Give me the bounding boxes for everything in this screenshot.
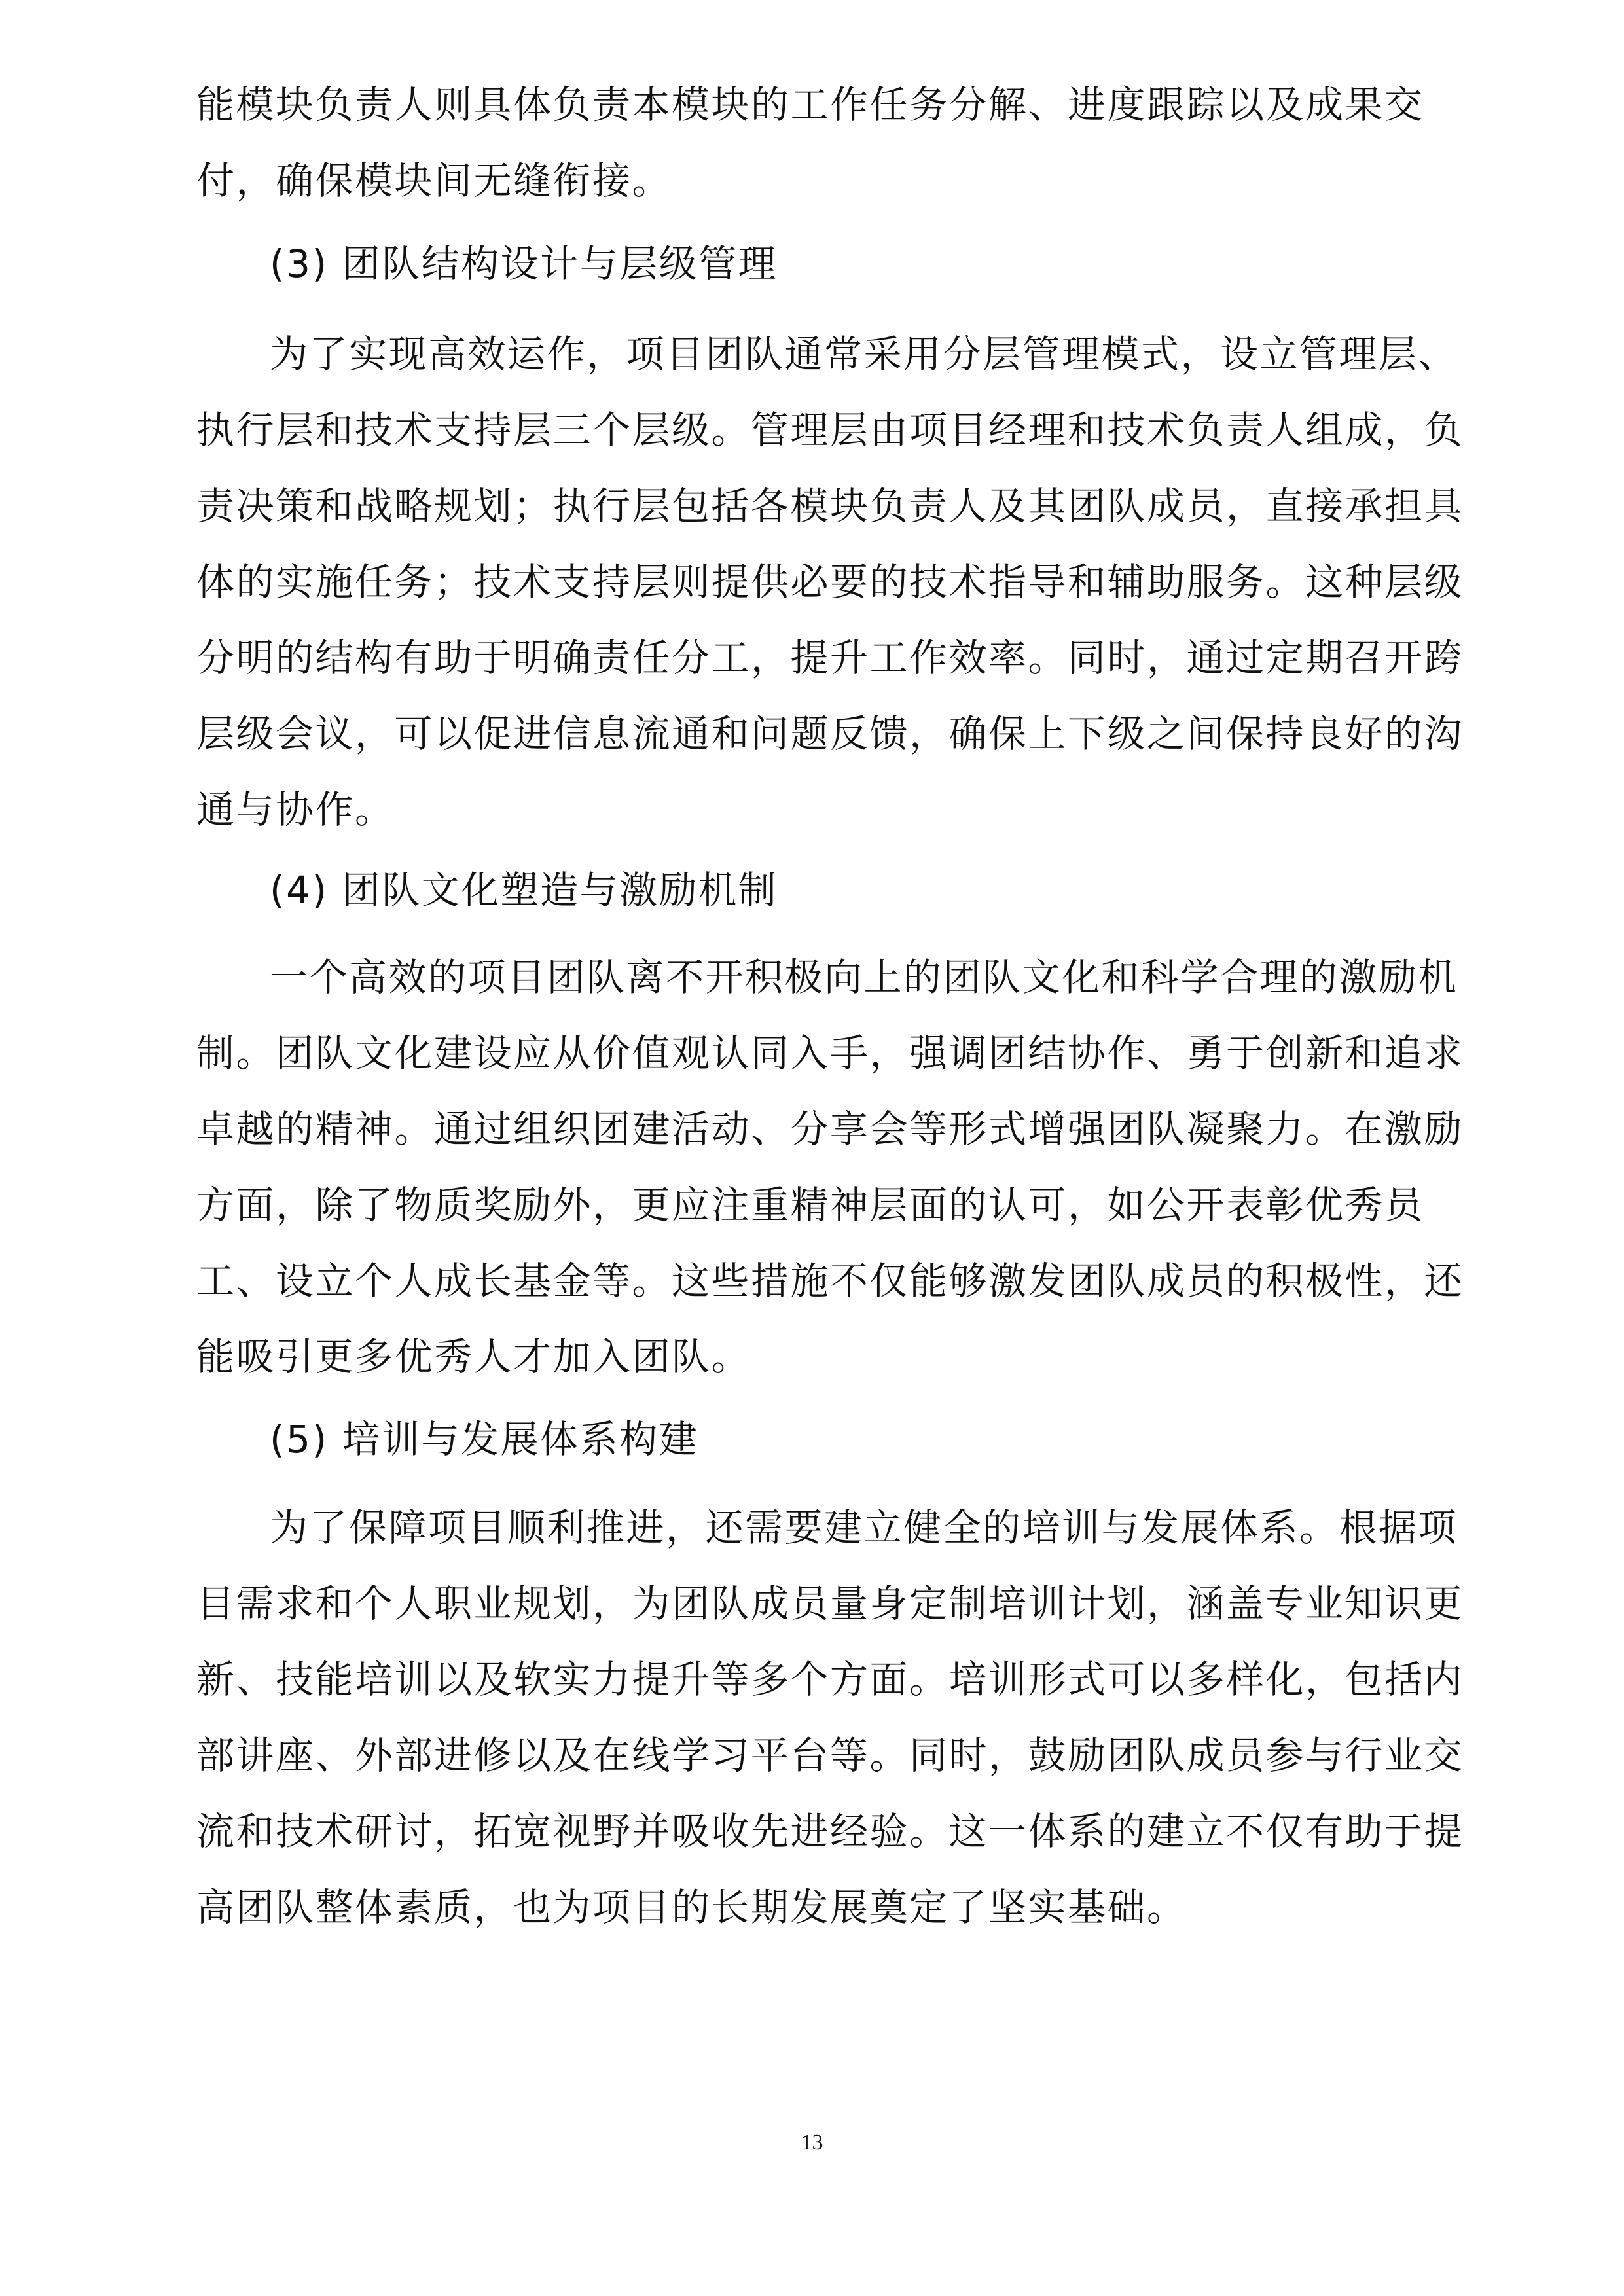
text-line: 层级会议，可以促进信息流通和问题反馈，确保上下级之间保持良好的沟	[196, 711, 1464, 756]
section-heading-4: (4) 团队文化塑造与激励机制	[270, 868, 778, 912]
text-line: 为了实现高效运作，项目团队通常采用分层管理模式，设立管理层、	[270, 332, 1458, 376]
text-line: 付，确保模块间无缝衔接。	[196, 158, 672, 203]
section-3-paragraph	[196, 316, 1464, 848]
text-line: 流和技术研讨，拓宽视野并吸收先进经验。这一体系的建立不仅有助于提	[196, 1809, 1464, 1854]
text-line: 工、设立个人成长基金等。这些措施不仅能够激发团队成员的积极性，还	[196, 1259, 1464, 1303]
text-line: 分明的结构有助于明确责任分工，提升工作效率。同时，通过定期召开跨	[196, 636, 1464, 680]
text-line: 为了保障项目顺利推进，还需要建立健全的培训与发展体系。根据项	[270, 1505, 1458, 1550]
section-heading-3: (3) 团队结构设计与层级管理	[270, 242, 778, 286]
text-line: 目需求和个人职业规划，为团队成员量身定制培训计划，涵盖专业知识更	[196, 1581, 1464, 1626]
text-line: 卓越的精神。通过组织团建活动、分享会等形式增强团队凝聚力。在激励	[196, 1107, 1464, 1151]
text-line: 执行层和技术支持层三个层级。管理层由项目经理和技术负责人组成，负	[196, 408, 1464, 452]
text-line: 新、技能培训以及软实力提升等多个方面。培训形式可以多样化，包括内	[196, 1657, 1464, 1702]
text-line: 体的实施任务；技术支持层则提供必要的技术指导和辅助服务。这种层级	[196, 560, 1464, 604]
page-number: 13	[801, 2130, 823, 2155]
text-line: 方面，除了物质奖励外，更应注重精神层面的认可，如公开表彰优秀员	[196, 1183, 1424, 1227]
text-line: 能模块负责人则具体负责本模块的工作任务分解、进度跟踪以及成果交	[196, 82, 1424, 127]
text-line: 制。团队文化建设应从价值观认同入手，强调团结协作、勇于创新和追求	[196, 1031, 1464, 1075]
text-line: 能吸引更多优秀人才加入团队。	[196, 1335, 751, 1379]
continuation-paragraph	[196, 67, 1434, 219]
text-line: 部讲座、外部进修以及在线学习平台等。同时，鼓励团队成员参与行业交	[196, 1733, 1464, 1778]
section-4-paragraph	[196, 939, 1464, 1395]
text-line: 通与协作。	[196, 787, 395, 832]
section-5-paragraph	[196, 1490, 1464, 1945]
section-heading-5: (5) 培训与发展体系构建	[270, 1417, 699, 1462]
text-line: 高团队整体素质，也为项目的长期发展奠定了坚实基础。	[196, 1885, 1187, 1929]
text-line: 一个高效的项目团队离不开积极向上的团队文化和科学合理的激励机	[270, 955, 1458, 999]
text-line: 责决策和战略规划；执行层包括各模块负责人及其团队成员，直接承担具	[196, 484, 1464, 528]
